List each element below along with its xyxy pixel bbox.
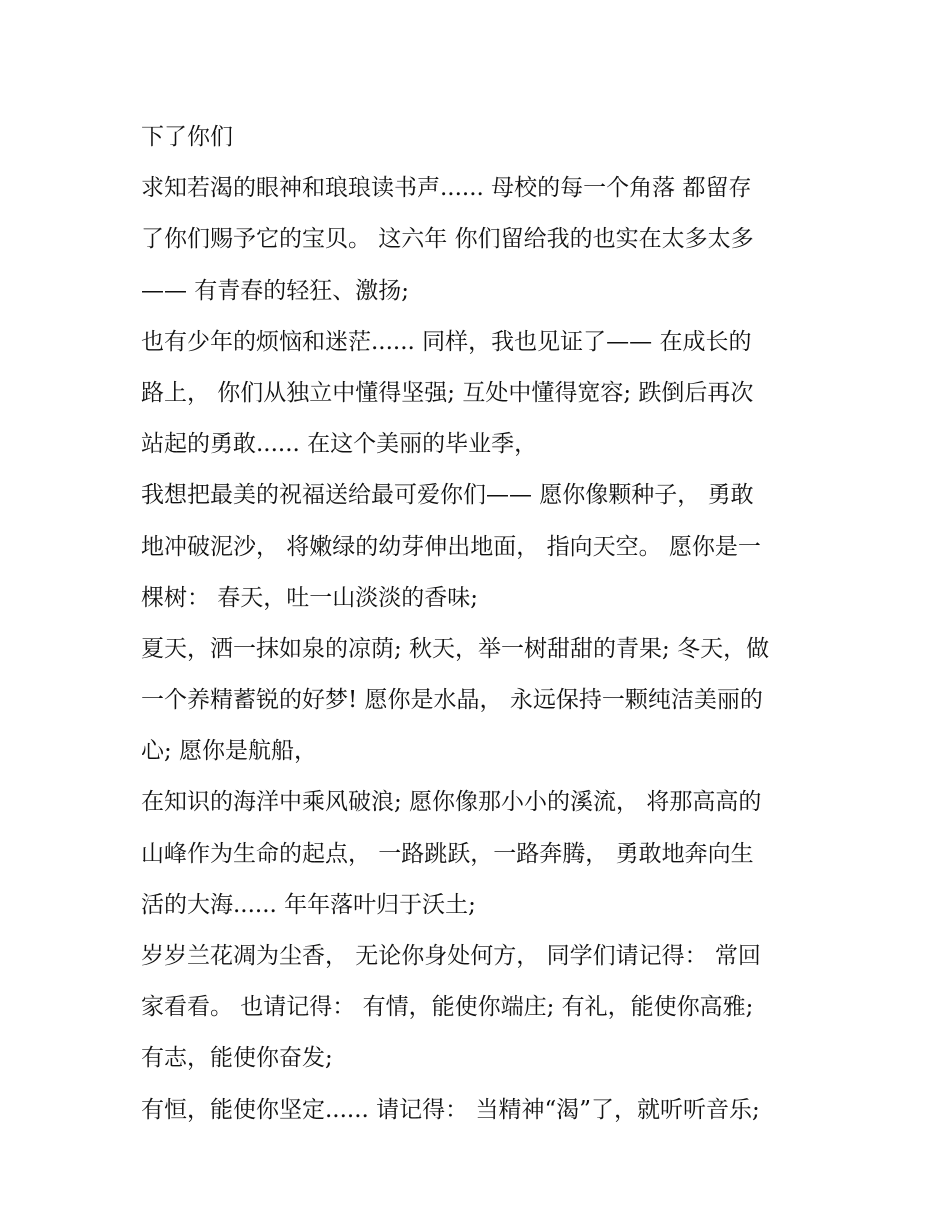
text-line: 地冲破泥沙， 将嫩绿的幼芽伸出地面， 指向天空。 愿你是一 [141,533,761,560]
text-line: 心; 愿你是航船， [141,738,318,765]
text-line: 有志，能使你奋发; [141,1045,333,1072]
text-line: 路上， 你们从独立中懂得坚强; 互处中懂得宽容; 跌倒后再次 [141,379,754,406]
text-line: 站起的勇敢...... 在这个美丽的毕业季， [141,431,538,458]
text-line: 岁岁兰花凋为尘香， 无论你身处何方， 同学们请记得： 常回 [141,943,761,969]
text-line: 求知若渴的眼神和琅琅读书声...... 母校的每一个角落 都留存 [141,175,752,202]
text-line: 夏天，洒一抹如泉的凉荫; 秋天，举一树甜甜的青果; 冬天，做 [141,635,770,662]
text-line: —— 有青春的轻狂、激扬; [141,277,410,304]
text-line: 在知识的海洋中乘风破浪; 愿你像那小小的溪流， 将那高高的 [141,789,762,816]
text-line: 活的大海...... 年年落叶归于沃土; [141,891,476,918]
text-line: 我想把最美的祝福送给最可爱你们—— 愿你像颗种子， 勇敢 [141,482,754,509]
text-line: 一个养精蓄锐的好梦! 愿你是水晶， 永远保持一颗纯洁美丽的 [141,687,763,714]
text-line: 下了你们 [141,124,233,150]
text-line: 棵树： 春天，吐一山淡淡的香味; [141,584,479,611]
text-line: 也有少年的烦恼和迷茫...... 同样，我也见证了—— 在成长的 [141,328,752,355]
text-line: 有恒，能使你坚定...... 请记得： 当精神“渴”了，就听听音乐; [141,1096,760,1123]
document-body [141,112,821,1136]
text-line: 了你们赐予它的宝贝。 这六年 你们留给我的也实在太多太多 [141,226,754,253]
text-line: 家看看。 也请记得： 有情，能使你端庄; 有礼，能使你高雅; [141,994,754,1021]
text-line: 山峰作为生命的起点， 一路跳跃，一路奔腾， 勇敢地奔向生 [141,840,754,867]
